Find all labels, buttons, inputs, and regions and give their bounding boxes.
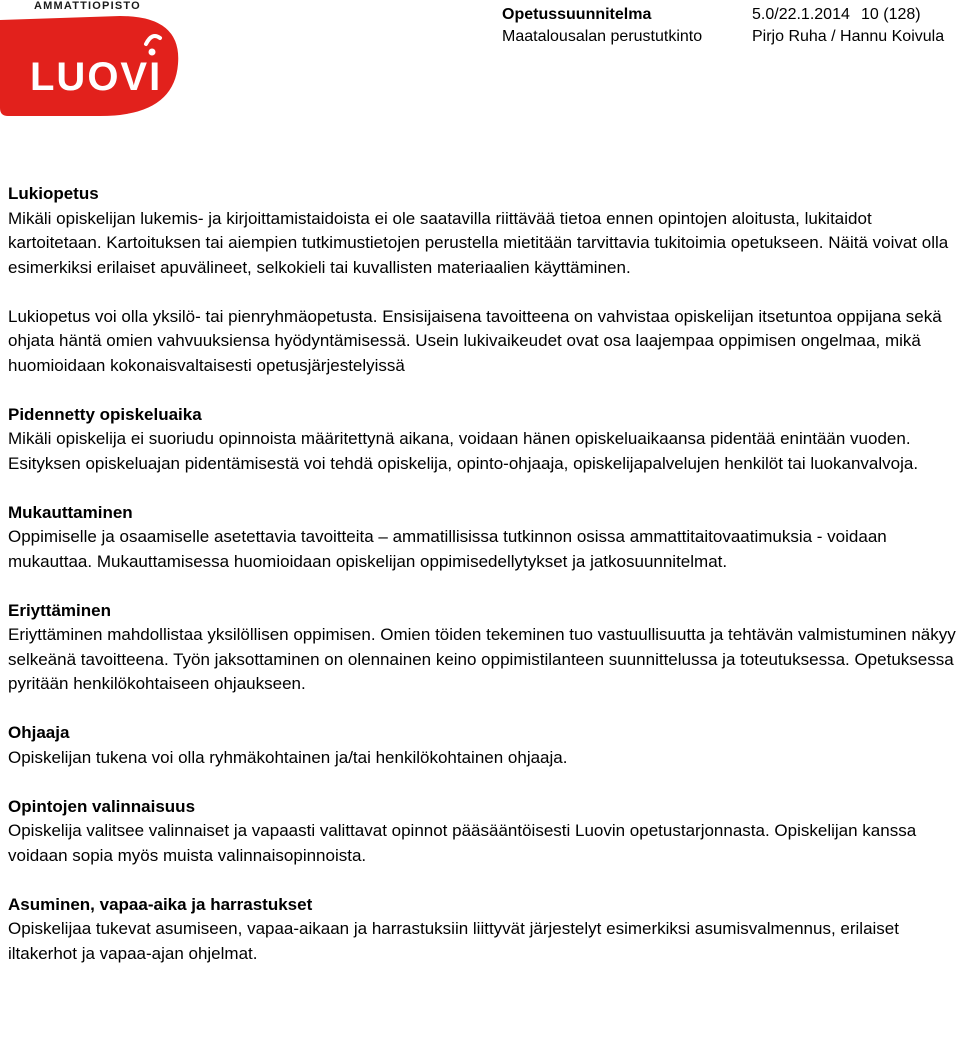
page-number: 10 (128)	[861, 6, 921, 23]
version-date: 5.0/22.1.2014	[752, 6, 850, 23]
paragraph: Opiskelija valitsee valinnaiset ja vapaasti valittavat opinnot pääsääntöisesti Luovin opetustarjonnasta. Opiskelijan kanssa voidaan sopia myös muista valinnaisopinnoista.	[8, 821, 917, 865]
section-heading: Eriyttäminen	[8, 600, 111, 620]
paragraph: Opiskelijaa tukevat asumiseen, vapaa-aikaan ja harrastuksiin liittyvät järjestelyt esimerkiksi asumisvalmennus, erilaiset iltakerhot ja vapaa-ajan ohjelmat.	[8, 919, 899, 963]
header-authors	[752, 26, 944, 48]
section-heading: Ohjaaja	[8, 723, 70, 742]
document-title: Opetussuunnitelma	[502, 6, 652, 23]
header-left	[502, 4, 702, 48]
paragraph: Mikäli opiskelija ei suoriudu opinnoista määritettynä aikana, voidaan hänen opiskeluaikaansa pidentää enintään vuoden. Esityksen opiskeluajan pidentämisestä voi tehdä opiskelija, opinto-ohjaaja, opiskelijapalvelujen henkilöt tai luokanvalvoja.	[8, 429, 919, 473]
section-heading: Lukiopetus	[8, 184, 99, 203]
paragraph: Opiskelijan tukena voi olla ryhmäkohtainen ja/tai henkilökohtainen ohjaaja.	[8, 747, 568, 767]
section-heading: Asuminen, vapaa-aika ja harrastukset	[8, 894, 313, 914]
luovi-logo	[0, 0, 182, 124]
luovi-logo-mark	[0, 12, 182, 124]
paragraph: Eriyttäminen mahdollistaa yksilöllisen oppimisen. Omien töiden tekeminen tuo vastuullisuutta ja tehtävän valmistuminen näkyy selkeänä tavoitteena. Työn jaksottaminen on olennainen keino oppimistilanteen suunnittelussa ja toteutuksessa. Opetuksessa pyritään henkilökohtaiseen ohjaukseen.	[8, 625, 956, 693]
paragraph: Lukiopetus voi olla yksilö- tai pienryhmäopetusta. Ensisijaisena tavoitteena on vahvistaa opiskelijan itsetuntoa oppijana sekä ohjata häntä omien vahvuuksiensa hyödyntämisessä. Usein lukivaikeudet ovat osa laajempaa oppimisen ongelmaa, mikä huomioidaan kokonaisvaltaisesti opetusjärjestelyissä	[8, 306, 942, 375]
paragraph: Oppimiselle ja osaamiselle asetettavia tavoitteita – ammatillisissa tutkinnon osissa ammattitaitovaatimuksia - voidaan mukauttaa. Mukauttamisessa huomioidaan opiskelijan oppimisedellytykset ja jatkosuunnitelmat.	[8, 527, 887, 571]
section-heading: Opintojen valinnaisuus	[8, 796, 196, 816]
section-heading: Pidennetty opiskeluaika	[8, 404, 202, 424]
logo-top-text: AMMATTIOPISTO	[34, 0, 141, 12]
paragraph: Mikäli opiskelijan lukemis- ja kirjoittamistaidoista ei ole saatavilla riittävää tietoa ennen opintojen aloitusta, lukitaidot kartoitetaan. Kartoituksen tai aiempien tutkimustietojen perustella mietitään tarvittavia tukitoimia opetukseen. Näitä voivat olla esimerkiksi erilaiset apuvälineet, selkokieli tai kuvallisten materiaalien käyttäminen.	[8, 208, 949, 277]
header-page	[861, 4, 921, 26]
section-heading: Mukauttaminen	[8, 502, 133, 522]
header-version	[752, 4, 850, 26]
degree-name: Maatalousalan perustutkinto	[502, 28, 703, 45]
authors: Pirjo Ruha / Hannu Koivula	[752, 28, 945, 45]
svg-text:LUOVI: LUOVI	[30, 55, 163, 99]
document-body	[8, 182, 958, 966]
